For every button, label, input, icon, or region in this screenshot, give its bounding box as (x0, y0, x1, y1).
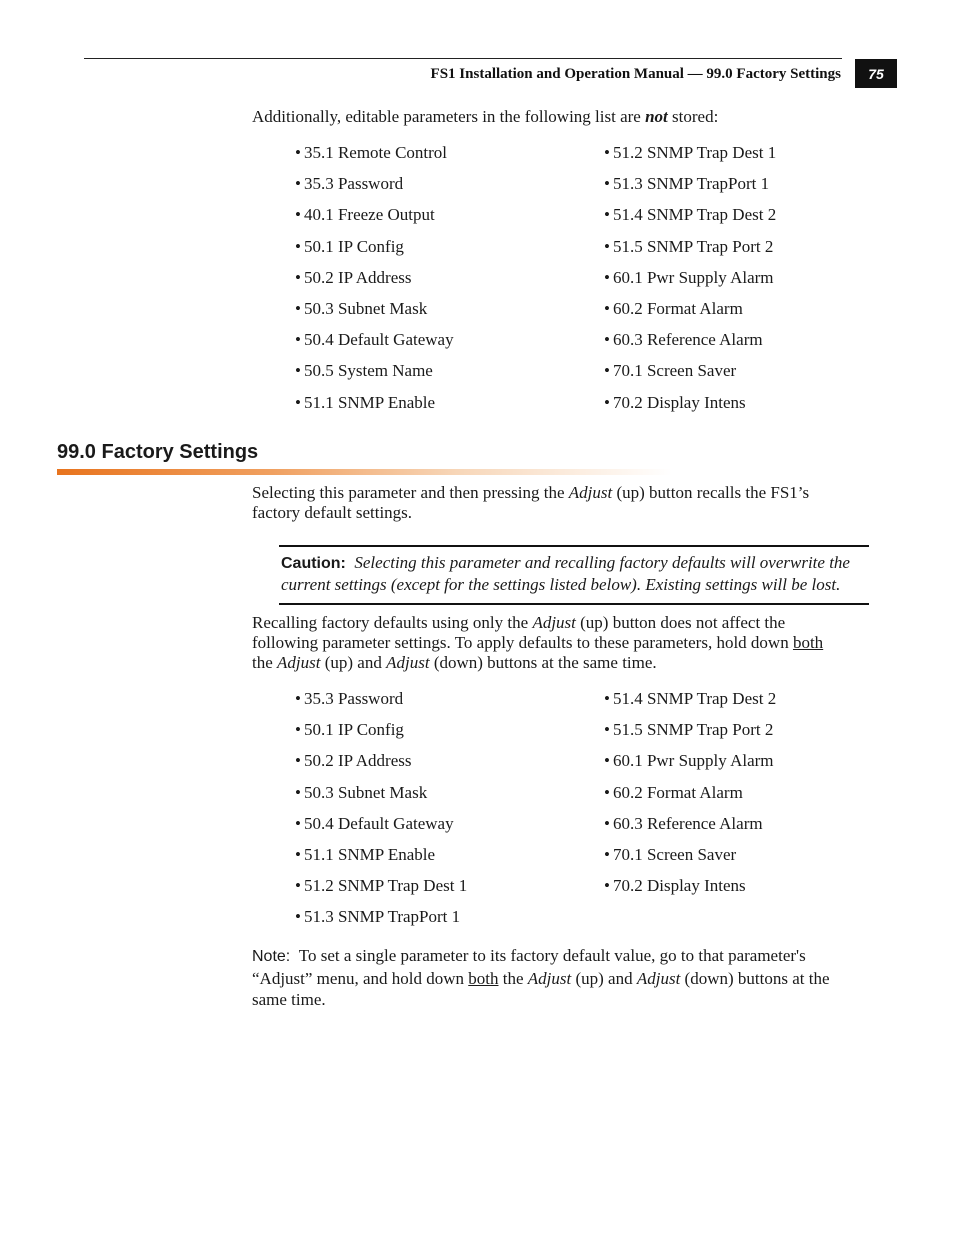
list-item (295, 237, 404, 257)
list-item-text: 50.1 IP Config (303, 720, 404, 740)
bullet-icon: • (604, 845, 610, 864)
list-item-text: 70.1 Screen Saver (612, 361, 737, 381)
list-item-text: 50.1 IP Config (303, 236, 404, 256)
list-item (604, 689, 776, 709)
list-item (604, 174, 769, 194)
list-item-text: 70.2 Display Intens (612, 876, 746, 896)
list-item-text: 70.2 Display Intens (612, 392, 746, 412)
list-item-text: 50.3 Subnet Mask (303, 782, 428, 802)
paragraph-text: (up) button does not affect the (575, 613, 786, 632)
caution-text: current settings (except for the settings listed below). Existing settings will be lost. (281, 575, 841, 594)
list-item (295, 814, 454, 834)
bullet-icon: • (604, 267, 610, 287)
intro-text: Additionally, editable parameters in the following list are (252, 107, 646, 126)
list-item (295, 268, 411, 288)
list-item-text: 35.3 Password (303, 174, 404, 194)
bullet-icon: • (295, 392, 301, 412)
list-item (604, 814, 763, 834)
bullet-icon: • (604, 689, 610, 708)
list-item-text: 35.3 Password (303, 689, 404, 708)
note-text: the (498, 968, 528, 988)
list-item (604, 205, 776, 225)
paragraph-text: following parameter settings. To apply defaults to these parameters, hold down (252, 633, 793, 652)
list-item (295, 720, 404, 740)
list-item-text: 60.1 Pwr Supply Alarm (612, 267, 774, 287)
list-item (295, 143, 447, 163)
adjust-term: Adjust (527, 968, 572, 988)
intro-text-end: stored: (667, 107, 719, 126)
list-item (295, 174, 403, 194)
note-text: (up) and (571, 968, 637, 988)
bullet-icon: • (604, 751, 610, 771)
list-item-text: 51.4 SNMP Trap Dest 2 (612, 689, 777, 708)
list-item-text: 50.4 Default Gateway (303, 330, 454, 350)
list-item-text: 51.4 SNMP Trap Dest 2 (612, 205, 777, 225)
bullet-icon: • (604, 143, 610, 162)
adjust-term: Adjust (277, 653, 321, 672)
adjust-term: Adjust (636, 968, 681, 988)
bullet-icon: • (604, 392, 610, 412)
page-number: 75 (855, 59, 897, 88)
list-item-text: 51.5 SNMP Trap Port 2 (612, 720, 774, 740)
both-term: both (792, 633, 824, 652)
bullet-icon: • (604, 876, 610, 896)
factory-settings-description (252, 483, 872, 523)
bullet-icon: • (604, 236, 610, 256)
list-item (295, 783, 427, 803)
list-item (604, 143, 776, 163)
note-text: (down) buttons at the (680, 968, 830, 988)
recall-defaults-paragraph (252, 613, 872, 673)
bullet-icon: • (604, 720, 610, 740)
note-text: same time. (252, 990, 326, 1009)
list-item (604, 720, 773, 740)
list-item (604, 845, 736, 865)
list-item-text: 50.3 Subnet Mask (303, 299, 428, 318)
bullet-icon: • (295, 267, 301, 287)
bullet-icon: • (295, 174, 301, 194)
list-item (604, 751, 774, 771)
intro-paragraph (252, 107, 718, 127)
bullet-icon: • (295, 330, 301, 350)
list-item (295, 876, 467, 896)
list-item (295, 299, 427, 319)
list-item-text: 60.2 Format Alarm (612, 782, 743, 802)
description-text: (up) button recalls the FS1’s (612, 483, 810, 502)
bullet-icon: • (295, 689, 301, 708)
bullet-icon: • (604, 361, 610, 381)
note-text: “Adjust” menu, and hold down (252, 968, 469, 988)
adjust-term: Adjust (568, 483, 613, 502)
both-term: both (468, 968, 499, 988)
list-item-text: 51.3 SNMP TrapPort 1 (303, 907, 461, 927)
section-heading: 99.0 Factory Settings (57, 441, 259, 463)
list-item (295, 907, 460, 927)
paragraph-text: Recalling factory defaults using only the (252, 613, 533, 632)
list-item (604, 393, 746, 413)
note-paragraph (252, 945, 872, 1011)
bullet-icon: • (604, 205, 610, 225)
list-item-text: 35.1 Remote Control (303, 143, 448, 162)
adjust-term: Adjust (532, 613, 576, 632)
list-item-text: 51.3 SNMP TrapPort 1 (612, 174, 770, 194)
list-item-text: 50.2 IP Address (303, 751, 412, 771)
list-item (604, 783, 743, 803)
bullet-icon: • (604, 813, 610, 833)
list-item (604, 268, 774, 288)
bullet-icon: • (295, 907, 301, 927)
list-item-text: 51.5 SNMP Trap Port 2 (612, 236, 774, 256)
list-item-text: 50.5 System Name (303, 361, 433, 381)
bullet-icon: • (295, 782, 301, 802)
list-item (604, 330, 763, 350)
list-item-text: 70.1 Screen Saver (612, 845, 737, 864)
list-item-text: 51.2 SNMP Trap Dest 1 (303, 876, 468, 896)
list-item-text: 60.2 Format Alarm (612, 299, 743, 318)
list-item (604, 361, 736, 381)
bullet-icon: • (604, 299, 610, 318)
list-item-text: 60.3 Reference Alarm (612, 813, 763, 833)
bullet-icon: • (295, 205, 301, 225)
list-item (295, 205, 435, 225)
list-item-text: 51.1 SNMP Enable (303, 845, 436, 864)
bullet-icon: • (604, 330, 610, 350)
list-item (604, 299, 743, 319)
list-item (295, 393, 435, 413)
list-item-text: 60.3 Reference Alarm (612, 330, 763, 350)
running-header-title: FS1 Installation and Operation Manual — 99.0 Factory Settings (430, 66, 841, 82)
list-item-text: 40.1 Freeze Output (303, 205, 435, 225)
list-item-text: 50.4 Default Gateway (303, 813, 454, 833)
bullet-icon: • (295, 813, 301, 833)
bullet-icon: • (295, 299, 301, 318)
caution-top-rule (279, 545, 869, 547)
list-item (604, 876, 746, 896)
intro-emphasis: not (645, 107, 668, 126)
list-item (295, 751, 411, 771)
list-item-text: 51.1 SNMP Enable (303, 392, 436, 412)
paragraph-text: the (252, 653, 278, 672)
header-rule (84, 58, 842, 59)
list-item (295, 689, 403, 709)
list-item-text: 50.2 IP Address (303, 267, 412, 287)
list-item-text: 60.1 Pwr Supply Alarm (612, 751, 774, 771)
caution-label: Caution: (281, 555, 346, 572)
bullet-icon: • (295, 720, 301, 740)
note-label: Note: (252, 948, 291, 965)
paragraph-text: (up) and (320, 653, 387, 672)
bullet-icon: • (604, 174, 610, 194)
caution-text: Selecting this parameter and recalling factory defaults will overwrite the (354, 553, 850, 572)
bullet-icon: • (604, 782, 610, 802)
list-item (295, 845, 435, 865)
bullet-icon: • (295, 361, 301, 381)
heading-underline-bar (57, 469, 672, 475)
adjust-term: Adjust (386, 653, 430, 672)
description-text: factory default settings. (252, 503, 413, 522)
list-item-text: 51.2 SNMP Trap Dest 1 (612, 143, 777, 162)
bullet-icon: • (295, 143, 301, 162)
bullet-icon: • (295, 845, 301, 864)
note-text: To set a single parameter to its factory default value, go to that parameter's (298, 946, 806, 965)
list-item (604, 237, 773, 257)
paragraph-text: (down) buttons at the same time. (429, 653, 657, 672)
bullet-icon: • (295, 236, 301, 256)
list-item (295, 330, 454, 350)
caution-bottom-rule (279, 603, 869, 605)
bullet-icon: • (295, 876, 301, 896)
list-item (295, 361, 433, 381)
bullet-icon: • (295, 751, 301, 771)
caution-notice (281, 552, 869, 595)
description-text: Selecting this parameter and then pressing the (252, 483, 569, 502)
